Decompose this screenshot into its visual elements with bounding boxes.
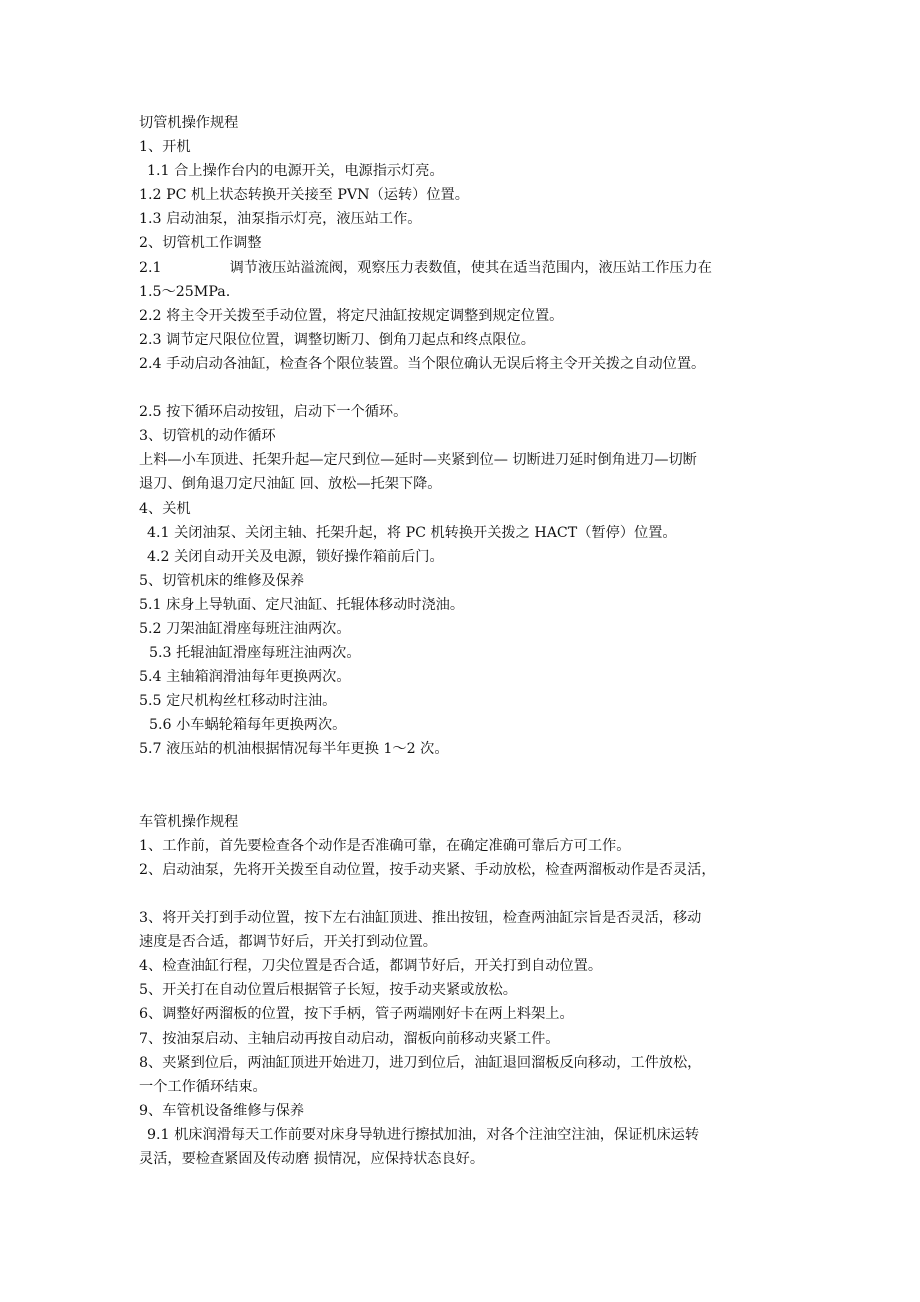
turning-step-8: 8、夹紧到位后，两油缸顶进开始进刀，进刀到位后，油缸退回溜板反向移动，工件放松，: [139, 1054, 702, 1071]
turning-step-9-1-continued: 灵活，要检查紧固及传动磨 损情况，应保持状态良好。: [139, 1151, 485, 1168]
turning-step-6: 6、调整好两溜板的位置，按下手柄，管子两端刚好卡在两上料架上。: [139, 1006, 574, 1023]
step-1-1: 1.1 合上操作台内的电源开关，电源指示灯亮。: [147, 163, 444, 180]
cycle-description: 上料—小车顶进、托架升起—定尺到位—延时—夹紧到位— 切断进刀延时倒角进刀—切断: [139, 452, 697, 469]
step-1-2: 1.2 PC 机上状态转换开关接至 PVN（运转）位置。: [139, 187, 469, 204]
turning-step-1: 1、工作前，首先要检查各个动作是否准确可靠，在确定准确可靠后方可工作。: [139, 837, 631, 854]
step-2-5: 2.5 按下循环启动按钮，启动下一个循环。: [139, 404, 408, 421]
step-2-1-text: 调节液压站溢流阀，观察压力表数值，使其在适当范围内，液压站工作压力在: [229, 259, 712, 276]
document-body: [139, 111, 799, 1171]
cycle-description-continued: 退刀、倒角退刀定尺油缸 回、放松—托架下降。: [139, 476, 442, 493]
step-4-1: 4.1 关闭油泵、关闭主轴、托架升起，将 PC 机转换开关拨之 HACT（暂停）位置。: [147, 524, 677, 541]
section-title-pipe-cutting: 切管机操作规程: [139, 115, 239, 131]
turning-step-3-continued: 速度是否合适，都调节好后，开关打到动位置。: [139, 934, 437, 951]
step-5-1: 5.1 床身上导轨面、定尺油缸、托辊体移动时浇油。: [139, 596, 465, 613]
heading-maintenance: 5、切管机床的维修及保养: [139, 572, 305, 589]
step-2-2: 2.2 将主令开关拨至手动位置，将定尺油缸按规定调整到规定位置。: [139, 307, 564, 324]
step-2-1-continued: 1.5～25MPa.: [139, 283, 231, 300]
turning-step-2: 2、启动油泵，先将开关拨至自动位置，按手动夹紧、手动放松，检查两溜板动作是否灵活，: [139, 861, 716, 878]
heading-shutdown: 4、关机: [139, 500, 191, 517]
step-2-4: 2.4 手动启动各油缸，检查各个限位装置。当个限位确认无误后将主令开关拨之自动位置。: [139, 355, 706, 372]
heading-adjustment: 2、切管机工作调整: [139, 235, 262, 252]
step-5-4: 5.4 主轴箱润滑油每年更换两次。: [139, 669, 351, 686]
step-2-1: [139, 256, 799, 280]
spacer: [139, 786, 799, 810]
turning-step-3: 3、将开关打到手动位置，按下左右油缸顶进、推出按钮，检查两油缸宗旨是否灵活，移动: [139, 910, 702, 927]
spacer: [139, 376, 799, 400]
section-title-pipe-turning: 车管机操作规程: [139, 813, 239, 830]
turning-step-5: 5、开关打在自动位置后根据管子长短，按手动夹紧或放松。: [139, 982, 517, 999]
step-2-3: 2.3 调节定尺限位位置，调整切断刀、倒角刀起点和终点限位。: [139, 331, 535, 348]
step-1-3: 1.3 启动油泵，油泵指示灯亮，液压站工作。: [139, 211, 422, 228]
turning-step-8-continued: 一个工作循环结束。: [139, 1078, 267, 1095]
spacer: [139, 762, 799, 786]
turning-step-9-1: 9.1 机床润滑每天工作前要对床身导轨进行擦拭加油，对各个注油空注油，保证机床运转: [147, 1126, 700, 1143]
heading-startup: 1、开机: [139, 139, 191, 156]
step-5-5: 5.5 定尺机构丝杠移动时注油。: [139, 693, 337, 710]
step-4-2: 4.2 关闭自动开关及电源，锁好操作箱前后门。: [147, 548, 444, 565]
step-5-7: 5.7 液压站的机油根据情况每半年更换 1～2 次。: [139, 741, 449, 758]
turning-step-4: 4、检查油缸行程，刀尖位置是否合适，都调节好后，开关打到自动位置。: [139, 958, 603, 975]
turning-step-7: 7、按油泵启动、主轴启动再按自动启动，溜板向前移动夹紧工件。: [139, 1030, 560, 1047]
step-2-1-number: 2.1: [139, 259, 162, 276]
step-5-6: 5.6 小车蜗轮箱每年更换两次。: [149, 717, 347, 734]
turning-heading-maintenance: 9、车管机设备维修与保养: [139, 1102, 305, 1119]
step-5-3: 5.3 托辊油缸滑座每班注油两次。: [149, 645, 361, 662]
step-5-2: 5.2 刀架油缸滑座每班注油两次。: [139, 620, 351, 637]
heading-action-cycle: 3、切管机的动作循环: [139, 428, 276, 445]
spacer: [139, 882, 799, 906]
